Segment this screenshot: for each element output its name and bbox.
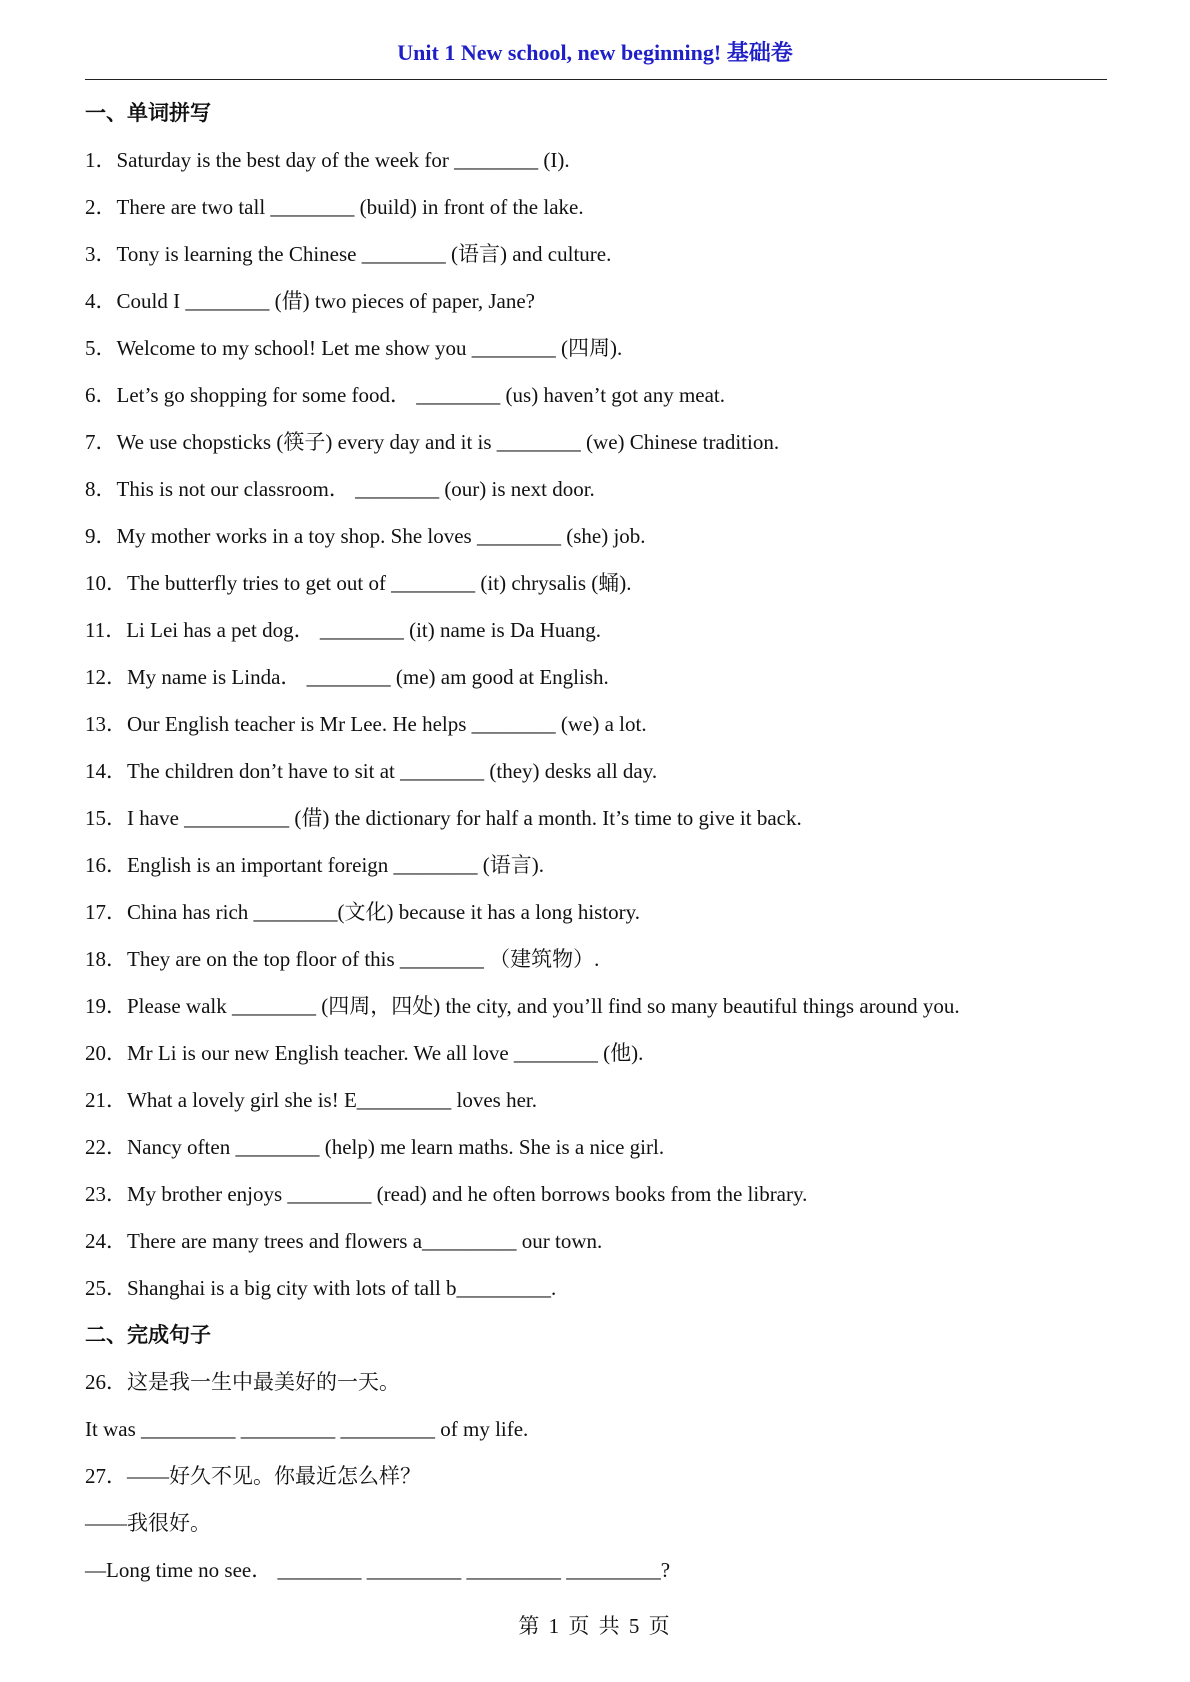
question-19: 19．Please walk ________ (四周，四处) the city, and you’ll find so many beautiful things around you. (85, 994, 960, 1018)
question-11: 11．Li Lei has a pet dog． ________ (it) name is Da Huang. (85, 618, 601, 642)
header-divider (85, 79, 1107, 80)
section-title-word-spelling: 一、单词拼写 (85, 101, 211, 125)
document-title: Unit 1 New school, new beginning! 基础卷 (397, 40, 793, 65)
question-1: 1．Saturday is the best day of the week for ________ (I). (85, 148, 570, 172)
question-21: 21．What a lovely girl she is! E_________ loves her. (85, 1088, 538, 1112)
question-5: 5．Welcome to my school! Let me show you ________ (四周). (85, 336, 623, 360)
question-26-prompt: 26．这是我一生中最美好的一天。 (85, 1370, 400, 1394)
worksheet-body (85, 90, 1115, 1594)
question-18: 18．They are on the top floor of this ________ （建筑物）. (85, 947, 600, 971)
question-10: 10．The butterfly tries to get out of ________ (it) chrysalis (蛹). (85, 571, 632, 595)
question-7: 7．We use chopsticks (筷子) every day and it is ________ (we) Chinese tradition. (85, 430, 780, 454)
question-27-prompt: 27．——好久不见。你最近怎么样？ (85, 1464, 421, 1488)
question-9: 9．My mother works in a toy shop. She loves ________ (she) job. (85, 524, 646, 548)
question-26-answer: It was _________ _________ _________ of my life. (85, 1417, 529, 1441)
question-14: 14．The children don’t have to sit at ________ (they) desks all day. (85, 759, 658, 783)
question-22: 22．Nancy often ________ (help) me learn maths. She is a nice girl. (85, 1135, 665, 1159)
question-6: 6．Let’s go shopping for some food． ________ (us) haven’t got any meat. (85, 383, 726, 407)
question-17: 17．China has rich ________(文化) because it has a long history. (85, 900, 641, 924)
question-3: 3．Tony is learning the Chinese ________ (语言) and culture. (85, 242, 612, 266)
question-24: 24．There are many trees and flowers a_________ our town. (85, 1229, 603, 1253)
question-27-answer: —Long time no see． ________ _________ _________ _________? (85, 1558, 671, 1582)
question-27-reply: ——我很好。 (85, 1511, 211, 1535)
question-8: 8．This is not our classroom． ________ (our) is next door. (85, 477, 595, 501)
section-title-complete-sentences: 二、完成句子 (85, 1323, 211, 1347)
question-15: 15．I have __________ (借) the dictionary for half a month. It’s time to give it back. (85, 806, 802, 830)
question-4: 4．Could I ________ (借) two pieces of paper, Jane? (85, 289, 535, 313)
question-12: 12．My name is Linda． ________ (me) am good at English. (85, 665, 609, 689)
question-23: 23．My brother enjoys ________ (read) and he often borrows books from the library. (85, 1182, 808, 1206)
question-13: 13．Our English teacher is Mr Lee. He helps ________ (we) a lot. (85, 712, 647, 736)
question-16: 16．English is an important foreign ________ (语言). (85, 853, 545, 877)
page-number: 第 1 页 共 5 页 (518, 1614, 672, 1638)
question-2: 2．There are two tall ________ (build) in front of the lake. (85, 195, 584, 219)
question-25: 25．Shanghai is a big city with lots of tall b_________. (85, 1276, 557, 1300)
question-20: 20．Mr Li is our new English teacher. We all love ________ (他). (85, 1041, 644, 1065)
